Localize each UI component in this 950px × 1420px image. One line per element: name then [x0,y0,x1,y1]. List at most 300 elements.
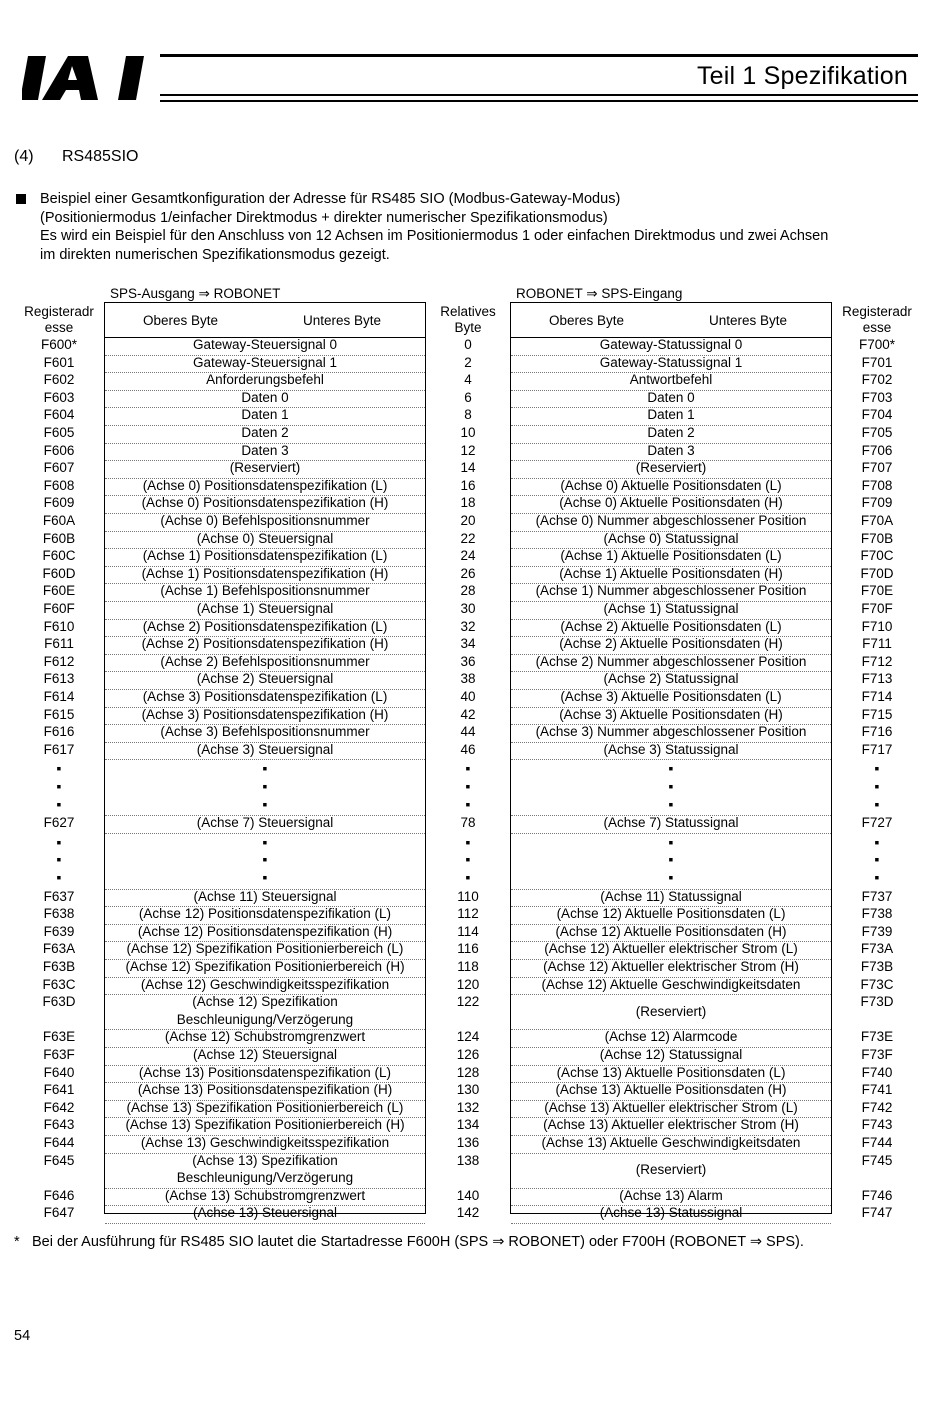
register-address-input: F706 [861,442,893,458]
output-description: (Achse 13) Positionsdatenspezifikation (L) [138,1064,392,1080]
register-address-output: F639 [43,923,75,939]
ellipsis-dot-icon: ▪ [465,777,471,794]
output-description-line2: Beschleunigung/Verzögerung [176,1170,354,1186]
register-address-output: F63A [42,941,76,957]
output-description: (Achse 12) Spezifikation Positionierbereich (L) [126,941,404,957]
input-description: (Achse 3) Aktuelle Positionsdaten (L) [560,689,782,704]
table-row [0,636,950,654]
output-description: (Achse 13) Schubstromgrenzwert [164,1187,366,1203]
register-address-output: F637 [43,888,75,904]
relative-byte: 114 [457,923,479,939]
ellipsis-dot-icon: ▪ [262,795,268,812]
table-row [0,460,950,478]
register-address-input: F704 [861,407,893,423]
input-description: (Achse 3) Statussignal [603,741,739,757]
header-register-address-left: Registeradr esse [24,304,94,335]
output-description: Anforderungsbefehl [206,372,324,388]
register-address-output: F647 [43,1205,75,1221]
relative-byte: 118 [457,959,479,974]
relative-byte: 122 [456,994,480,1010]
input-description: Daten 3 [647,442,695,458]
input-description: (Achse 13) Statussignal [599,1205,743,1221]
register-address-input: F739 [861,923,893,939]
iai-logo [22,52,162,104]
register-address-output: F610 [43,618,75,634]
output-description: (Achse 12) Schubstromgrenzwert [164,1029,366,1045]
table-row [0,337,950,355]
table-row [0,1065,950,1083]
register-address-output: F601 [43,354,75,370]
input-description: (Achse 12) Aktuelle Positionsdaten (L) [556,906,786,922]
output-description: (Achse 0) Befehlspositionsnummer [160,513,370,528]
input-description: (Reserviert) [635,1162,707,1178]
register-address-output: F603 [43,389,75,405]
register-address-input: F70D [860,565,894,581]
output-description: (Achse 12) Spezifikation Positionierbereich (H) [125,959,405,974]
register-address-input: F705 [861,425,893,440]
register-address-output: F614 [43,689,75,704]
ellipsis-dot-icon: ▪ [56,851,62,868]
ellipsis-dot-icon: ▪ [874,777,880,794]
output-description: (Achse 3) Positionsdatenspezifikation (L) [142,689,388,704]
footnote-star: * [14,1234,20,1250]
header-relative-byte: Relatives Byte [440,304,496,335]
output-description: (Achse 13) Geschwindigkeitsspezifikation [140,1135,390,1150]
output-description: (Achse 1) Befehlspositionsnummer [160,583,370,599]
input-description: (Achse 0) Statussignal [603,530,739,546]
ellipsis-dot-icon: ▪ [465,851,471,868]
relative-byte: 28 [460,583,476,599]
header-register-address-right: Registeradr esse [842,304,912,335]
register-address-output: F640 [43,1064,75,1080]
register-address-output: F600* [40,337,78,352]
table-row [0,407,950,425]
intro-paragraph [14,190,934,264]
output-description: (Achse 12) Spezifikation [192,994,338,1010]
ellipsis-dot-icon: ▪ [668,795,674,812]
relative-byte: 34 [460,636,476,652]
table-row [0,478,950,496]
ellipsis-dot-icon: ▪ [262,760,268,777]
relative-byte: 42 [460,706,476,722]
output-description: (Achse 2) Positionsdatenspezifikation (L) [142,618,388,634]
register-address-input: F740 [861,1064,893,1080]
relative-byte: 6 [464,389,472,405]
register-address-input: F703 [861,389,893,405]
input-description: Daten 1 [647,407,695,423]
table-row [0,601,950,619]
relative-byte: 20 [460,513,476,528]
relative-byte: 4 [464,372,472,388]
output-description: (Achse 7) Steuersignal [196,815,334,831]
ellipsis-dot-icon: ▪ [874,795,880,812]
input-description: (Achse 13) Aktueller elektrischer Strom (H) [543,1117,799,1133]
table-row [0,1205,950,1223]
register-address-output: F617 [43,741,75,757]
ellipsis-dot-icon: ▪ [262,868,268,885]
table-row [0,994,950,1029]
table-row [0,815,950,833]
output-description: (Achse 3) Positionsdatenspezifikation (H) [141,706,389,722]
ellipsis-dot-icon: ▪ [56,833,62,850]
relative-byte: 26 [460,565,476,581]
intro-line: (Positioniermodus 1/einfacher Direktmodus + direkter numerischer Spezifikationsmodus) [40,209,608,226]
header-rule-bottom [160,94,918,96]
table-row [0,906,950,924]
input-description: (Achse 12) Aktueller elektrischer Strom (L) [544,941,798,957]
register-address-input: F70E [860,583,894,599]
input-description: (Achse 2) Aktuelle Positionsdaten (H) [559,636,783,652]
register-address-output: F60A [42,513,76,528]
input-description: (Achse 12) Statussignal [599,1047,743,1062]
table-row [0,1135,950,1153]
table-row [0,1029,950,1047]
output-description: (Achse 1) Steuersignal [196,601,334,616]
register-address-input: F70B [860,530,894,546]
register-address-input: F73E [860,1029,894,1045]
table-row [0,1082,950,1100]
output-description: Daten 1 [241,407,289,423]
ellipsis-dot-icon: ▪ [874,851,880,868]
ellipsis-dot-icon: ▪ [262,833,268,850]
input-description: (Achse 0) Nummer abgeschlossener Position [535,513,807,528]
header-upper-byte: Oberes Byte [143,313,219,328]
output-description: (Achse 12) Steuersignal [192,1047,338,1062]
table-row [0,1047,950,1065]
caption-plc-input: ROBONET ⇒ SPS-Eingang [516,286,683,301]
output-description: (Achse 12) Positionsdatenspezifikation (H) [137,923,393,939]
register-address-input: F713 [861,671,893,687]
ellipsis-dot-icon: ▪ [465,868,471,885]
page-number: 54 [14,1328,31,1344]
table-row [0,1117,950,1135]
register-address-input: F702 [861,372,893,388]
footnote [14,1234,804,1250]
input-description: (Reserviert) [635,460,707,476]
relative-byte: 36 [460,653,476,669]
relative-byte: 46 [460,741,476,757]
register-address-output: F646 [43,1187,75,1203]
register-address-output: F608 [43,477,75,493]
relative-byte: 116 [457,941,479,957]
output-description: Daten 3 [241,442,289,458]
input-table-header [511,303,831,338]
page-title: Teil 1 Spezifikation [696,62,908,90]
output-description: (Achse 13) Spezifikation [192,1152,338,1168]
row-separator [511,1223,831,1224]
ellipsis-dot-icon: ▪ [465,833,471,850]
register-address-input: F741 [861,1082,893,1098]
register-address-input: F743 [861,1117,893,1133]
relative-byte: 40 [460,689,476,704]
output-description: Daten 2 [241,425,289,440]
relative-byte: 32 [460,618,476,634]
relative-byte: 10 [460,425,476,440]
output-description: (Achse 12) Positionsdatenspezifikation (L) [138,906,392,922]
register-address-output: F643 [43,1117,75,1133]
table-row [0,531,950,549]
relative-byte: 8 [464,407,472,423]
register-address-output: F60B [42,530,76,546]
register-address-output: F63F [43,1047,75,1062]
input-description: (Achse 13) Aktuelle Geschwindigkeitsdaten [541,1135,801,1150]
input-description: (Achse 3) Aktuelle Positionsdaten (H) [559,706,783,722]
register-address-input: F73F [861,1047,893,1062]
input-description: (Achse 0) Aktuelle Positionsdaten (H) [559,495,783,511]
relative-byte: 38 [460,671,476,687]
output-description: (Achse 0) Positionsdatenspezifikation (L) [142,477,388,493]
input-description: (Achse 2) Statussignal [603,671,739,687]
register-address-output: F612 [43,653,75,669]
input-description: Daten 0 [647,389,695,405]
relative-byte: 22 [460,530,476,546]
caption-plc-output: SPS-Ausgang ⇒ ROBONET [110,286,281,301]
register-address-output: F60E [42,583,76,599]
section-title: RS485SIO [62,148,139,165]
register-address-output: F611 [44,636,74,652]
table-row [0,583,950,601]
output-description: (Achse 2) Steuersignal [196,671,334,687]
input-description: (Achse 12) Aktueller elektrischer Strom (H) [543,959,799,974]
register-address-output: F60D [42,565,76,581]
output-description-line2: Beschleunigung/Verzögerung [176,1011,354,1027]
register-address-input: F727 [861,815,893,831]
relative-byte: 128 [456,1064,480,1080]
ellipsis-dot-icon: ▪ [668,868,674,885]
input-description: (Achse 1) Statussignal [603,601,739,616]
ellipsis-dot-icon: ▪ [56,760,62,777]
square-bullet-icon [16,194,26,204]
register-address-output: F604 [43,407,75,423]
register-address-output: F638 [43,906,75,922]
input-description: (Achse 1) Nummer abgeschlossener Position [535,583,807,599]
register-address-output: F644 [43,1135,75,1150]
input-description: (Achse 2) Aktuelle Positionsdaten (L) [560,618,782,634]
relative-byte: 14 [460,460,476,476]
register-address-output: F606 [43,442,75,458]
register-address-input: F737 [861,888,893,904]
output-description: (Achse 13) Spezifikation Positionierbereich (L) [126,1099,404,1115]
input-description: (Achse 2) Nummer abgeschlossener Position [535,653,807,669]
footnote-text: Bei der Ausführung für RS485 SIO lautet die Startadresse F600H (SPS ⇒ ROBONET) oder F700H (ROBONET ⇒ SPS). [32,1234,804,1250]
relative-byte: 44 [460,724,476,740]
table-row [0,1100,950,1118]
register-address-input: F712 [861,653,893,669]
input-description: Gateway-Statussignal 1 [599,354,743,370]
register-address-input: F715 [861,706,893,722]
table-row [0,619,950,637]
register-address-input: F73D [860,994,894,1010]
table-row [0,1153,950,1188]
register-address-input: F717 [861,741,893,757]
header-rule-top [160,54,918,57]
ellipsis-dot-icon: ▪ [262,851,268,868]
intro-line: Es wird ein Beispiel für den Anschluss von 12 Achsen im Positioniermodus 1 oder einfachen Direktmodus und zwei Achsen [40,228,829,244]
ellipsis-dot-icon: ▪ [56,868,62,885]
register-address-input: F745 [861,1152,893,1168]
output-description: (Achse 0) Steuersignal [196,530,334,546]
table-row [0,724,950,742]
register-address-input: F73A [860,941,894,957]
register-address-input: F73B [860,959,894,974]
relative-byte: 78 [460,815,476,831]
register-address-input: F70A [860,513,894,528]
table-row [0,390,950,408]
table-row [0,977,950,995]
output-description: (Achse 11) Steuersignal [193,888,337,904]
relative-byte: 12 [460,442,476,458]
register-address-input: F738 [861,906,893,922]
table-row [0,513,950,531]
input-description: (Achse 13) Aktuelle Positionsdaten (H) [555,1082,787,1098]
table-row [0,425,950,443]
register-address-output: F605 [43,425,75,440]
output-description: (Achse 12) Geschwindigkeitsspezifikation [140,976,390,992]
input-description: (Achse 12) Aktuelle Positionsdaten (H) [555,923,787,939]
ellipsis-dot-icon: ▪ [56,795,62,812]
table-row [0,443,950,461]
input-description: (Achse 12) Alarmcode [604,1029,738,1045]
register-address-output: F641 [43,1082,75,1098]
relative-byte: 124 [456,1029,480,1045]
table-row [0,689,950,707]
relative-byte: 16 [460,477,476,493]
register-address-output: F63E [42,1029,76,1045]
register-address-output: F60F [43,601,75,616]
output-description: (Achse 3) Steuersignal [196,741,334,757]
output-description: (Achse 13) Positionsdatenspezifikation (H) [137,1082,393,1098]
register-address-input: F73C [860,976,894,992]
register-address-output: F642 [43,1099,75,1115]
output-description: Gateway-Steuersignal 0 [192,337,338,352]
output-description: (Achse 0) Positionsdatenspezifikation (H) [141,495,389,511]
table-row [0,1188,950,1206]
table-row [0,372,950,390]
table-row [0,495,950,513]
row-separator [105,1223,425,1224]
header-upper-byte: Oberes Byte [549,313,625,328]
table-row [0,566,950,584]
input-description: (Achse 1) Aktuelle Positionsdaten (H) [559,565,783,581]
output-description: (Achse 13) Spezifikation Positionierbereich (H) [125,1117,405,1133]
relative-byte: 142 [456,1205,480,1221]
relative-byte: 134 [456,1117,480,1133]
ellipsis-dot-icon: ▪ [56,777,62,794]
output-description: Gateway-Steuersignal 1 [192,354,338,370]
input-description: (Achse 3) Nummer abgeschlossener Position [535,724,807,740]
relative-byte: 0 [464,337,472,352]
table-row [0,941,950,959]
register-address-input: F70C [860,548,894,564]
input-description: (Achse 11) Statussignal [600,888,742,904]
ellipsis-dot-icon: ▪ [668,833,674,850]
input-description: (Achse 1) Aktuelle Positionsdaten (L) [560,548,782,564]
register-address-input: F747 [861,1205,893,1221]
ellipsis-dot-icon: ▪ [874,868,880,885]
output-description: (Achse 1) Positionsdatenspezifikation (L) [142,548,388,564]
ellipsis-dot-icon: ▪ [465,760,471,777]
output-description: (Achse 2) Befehlspositionsnummer [160,653,370,669]
table-row [0,959,950,977]
register-address-output: F609 [43,495,75,511]
table-row [0,924,950,942]
register-address-input: F70F [861,601,893,616]
relative-byte: 126 [456,1047,480,1062]
output-description: (Achse 2) Positionsdatenspezifikation (H) [141,636,389,652]
register-address-output: F613 [43,671,75,687]
table-row [0,889,950,907]
header-lower-byte: Unteres Byte [303,313,382,328]
relative-byte: 140 [456,1187,480,1203]
register-address-input: F709 [861,495,893,511]
ellipsis-dot-icon: ▪ [668,777,674,794]
register-address-input: F710 [861,618,893,634]
header-rule-bottom-2 [160,100,918,102]
relative-byte: 18 [460,495,476,511]
input-description: (Achse 13) Aktuelle Positionsdaten (L) [556,1064,786,1080]
register-address-output: F602 [43,372,75,388]
ellipsis-dot-icon: ▪ [668,760,674,777]
relative-byte: 2 [464,354,472,370]
table-row [0,548,950,566]
output-description: Daten 0 [241,389,289,405]
register-address-output: F627 [43,815,75,831]
register-address-input: F701 [861,354,893,370]
header-lower-byte: Unteres Byte [709,313,788,328]
ellipsis-dot-icon: ▪ [465,795,471,812]
input-description: (Achse 13) Alarm [619,1187,723,1203]
section-number: (4) [14,148,34,165]
relative-byte: 30 [460,601,476,616]
register-address-input: F708 [861,477,893,493]
input-description: (Achse 0) Aktuelle Positionsdaten (L) [560,477,782,493]
register-address-output: F616 [43,724,75,740]
output-description: (Achse 13) Steuersignal [192,1205,338,1221]
table-row [0,742,950,760]
relative-byte: 120 [456,976,480,992]
table-row [0,707,950,725]
register-address-input: F742 [861,1099,893,1115]
ellipsis-dot-icon: ▪ [262,777,268,794]
register-address-output: F615 [43,706,75,722]
output-description: (Achse 1) Positionsdatenspezifikation (H) [141,565,389,581]
input-description: (Reserviert) [635,1003,707,1019]
section-heading [14,148,138,166]
input-description: Gateway-Statussignal 0 [599,337,743,352]
table-row [0,654,950,672]
relative-byte: 112 [457,906,479,922]
register-address-input: F746 [861,1187,893,1203]
register-address-input: F711 [862,636,892,652]
intro-line: Beispiel einer Gesamtkonfiguration der Adresse für RS485 SIO (Modbus-Gateway-Modus) [40,191,621,207]
relative-byte: 24 [460,548,476,564]
input-description: Antwortbefehl [629,372,713,388]
input-description: (Achse 7) Statussignal [603,815,739,831]
relative-byte: 130 [456,1082,480,1098]
output-description: (Reserviert) [229,460,301,476]
register-address-input: F707 [861,460,893,476]
relative-byte: 132 [456,1099,480,1115]
table-row [0,355,950,373]
intro-line: im direkten numerischen Spezifikationsmodus gezeigt. [40,246,390,263]
register-address-output: F63D [42,994,76,1010]
register-address-output: F63B [42,959,76,974]
table-row [0,671,950,689]
register-address-input: F716 [861,724,893,740]
register-address-output: F607 [43,460,75,476]
output-description: (Achse 3) Befehlspositionsnummer [160,724,370,740]
output-table-header [105,303,425,338]
